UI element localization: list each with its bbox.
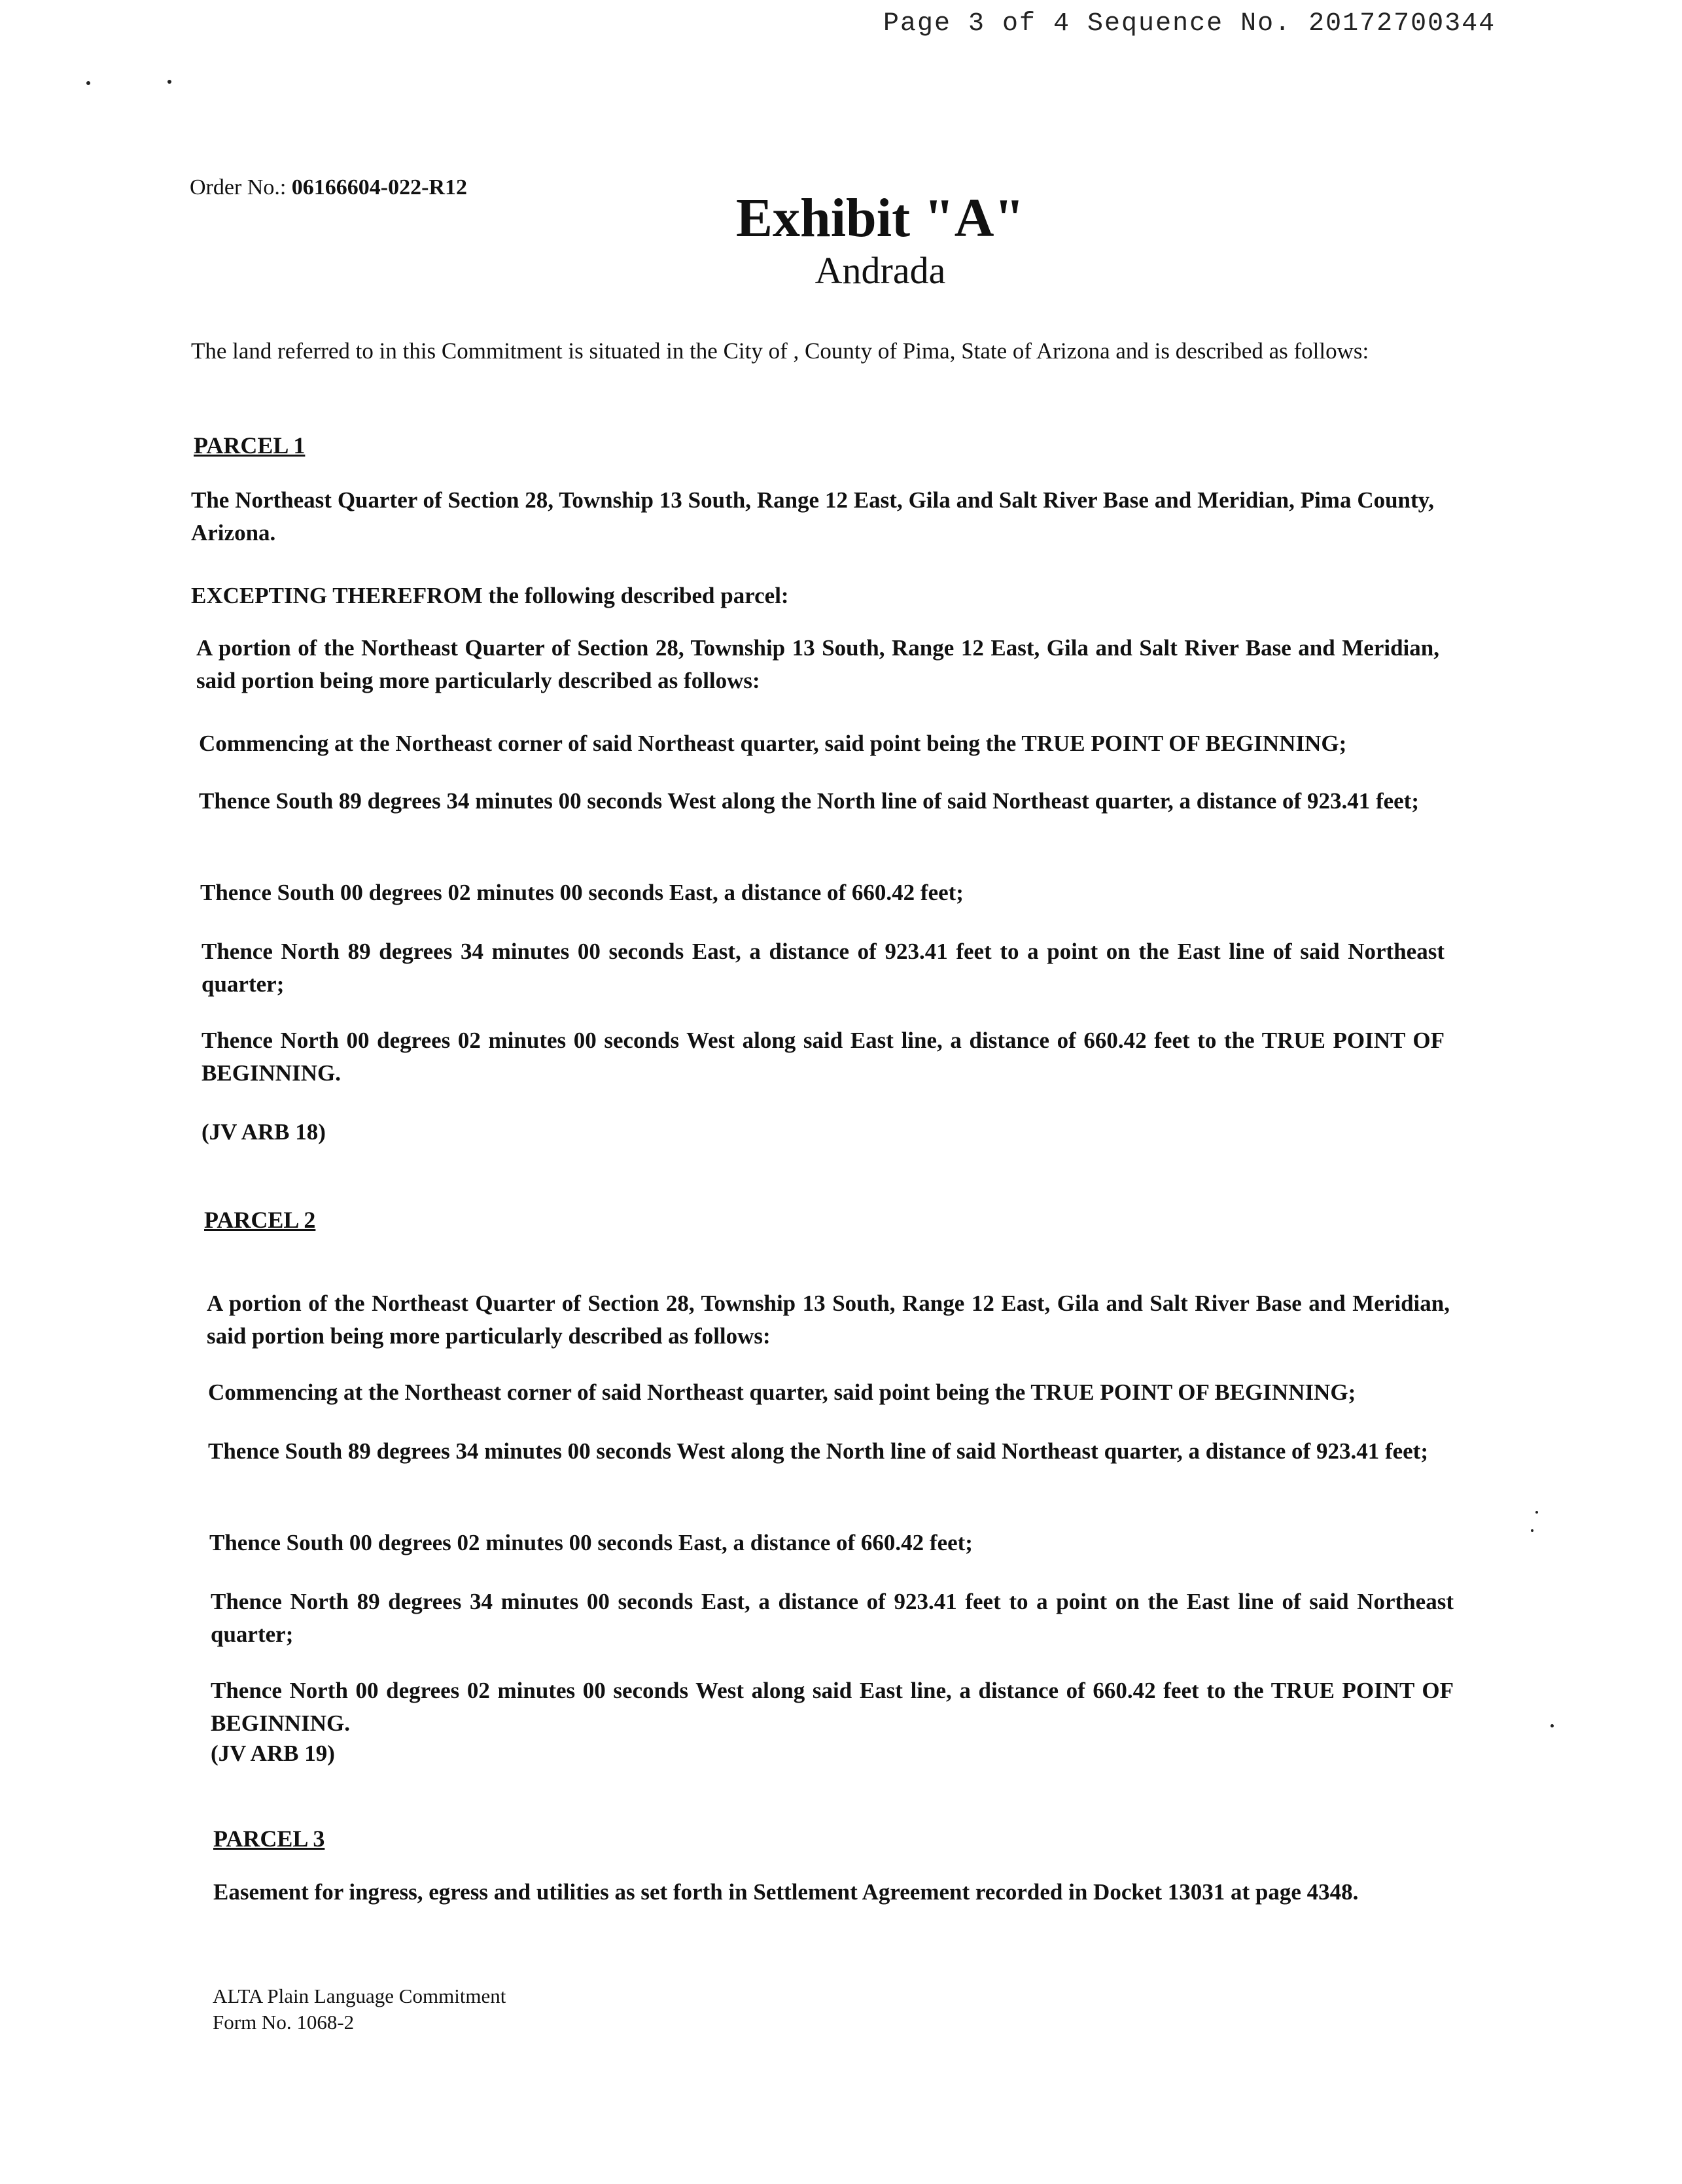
parcel-2-heading: PARCEL 2 [204, 1207, 316, 1233]
scan-speck [86, 81, 90, 85]
scan-speck [1531, 1529, 1533, 1532]
parcel-1-heading: PARCEL 1 [194, 432, 306, 459]
parcel-1-description: The Northeast Quarter of Section 28, Township 13 South, Range 12 East, Gila and Salt River Base and Meridian, Pima County, Arizona. [191, 487, 1434, 546]
footer-commitment-type: ALTA Plain Language Commitment [213, 1985, 506, 2007]
parcel-2-course-1: Thence South 89 degrees 34 minutes 00 seconds West along the North line of said Northeast quarter, a distance of 923.41 feet; [208, 1438, 1428, 1464]
parcel-1-commencing: Commencing at the Northeast corner of said Northeast quarter, said point being the TRUE POINT OF BEGINNING; [199, 731, 1347, 756]
parcel-2-course-2: Thence South 00 degrees 02 minutes 00 seconds East, a distance of 660.42 feet; [209, 1530, 973, 1555]
parcel-2-commencing: Commencing at the Northeast corner of said Northeast quarter, said point being the TRUE POINT OF BEGINNING; [208, 1379, 1356, 1405]
parcel-1-course-3: Thence North 89 degrees 34 minutes 00 seconds East, a distance of 923.41 feet to a point on the East line of said Northeast quarter; [201, 939, 1445, 997]
parcel-2-portion: A portion of the Northeast Quarter of Section 28, Township 13 South, Range 12 East, Gila and Salt River Base and Meridian, said portion being more particularly described as follows: [207, 1291, 1450, 1349]
parcel-1-excepting: EXCEPTING THEREFROM the following described parcel: [191, 583, 789, 608]
order-number-value: 06166604-022-R12 [291, 175, 467, 199]
exhibit-title: Exhibit "A" [735, 188, 1025, 249]
footer-form-number: Form No. 1068-2 [213, 2011, 355, 2034]
parcel-2-course-4: Thence North 00 degrees 02 minutes 00 seconds West along said East line, a distance of 660.42 feet to the TRUE POINT OF BEGINNING. [211, 1678, 1454, 1736]
exhibit-subtitle: Andrada [815, 249, 946, 292]
form-footer [213, 1983, 506, 2036]
scan-speck [167, 80, 171, 84]
parcel-2-reference: (JV ARB 19) [211, 1741, 335, 1766]
page-sequence-stamp: Page 3 of 4 Sequence No. 20172700344 [883, 9, 1496, 39]
intro-paragraph: The land referred to in this Commitment is situated in the City of , County of Pima, State of Arizona and is described as follows: [191, 338, 1369, 364]
parcel-2-course-3: Thence North 89 degrees 34 minutes 00 seconds East, a distance of 923.41 feet to a point on the East line of said Northeast quarter; [211, 1589, 1454, 1647]
parcel-1-course-1: Thence South 89 degrees 34 minutes 00 seconds West along the North line of said Northeast quarter, a distance of 923.41 feet; [199, 788, 1419, 814]
parcel-3-easement: Easement for ingress, egress and utilities as set forth in Settlement Agreement recorded in Docket 13031 at page 4348. [213, 1879, 1359, 1905]
parcel-1-portion: A portion of the Northeast Quarter of Section 28, Township 13 South, Range 12 East, Gila and Salt River Base and Meridian, said portion being more particularly described as follows: [196, 635, 1439, 693]
parcel-1-course-2: Thence South 00 degrees 02 minutes 00 seconds East, a distance of 660.42 feet; [200, 880, 964, 905]
parcel-3-heading: PARCEL 3 [213, 1826, 325, 1852]
parcel-1-course-4: Thence North 00 degrees 02 minutes 00 seconds West along said East line, a distance of 660.42 feet to the TRUE POINT OF BEGINNING. [201, 1028, 1445, 1086]
scan-speck [1535, 1511, 1538, 1514]
order-number-label: Order No.: [190, 175, 287, 199]
scan-speck [1551, 1724, 1554, 1727]
parcel-1-reference: (JV ARB 18) [201, 1119, 326, 1145]
